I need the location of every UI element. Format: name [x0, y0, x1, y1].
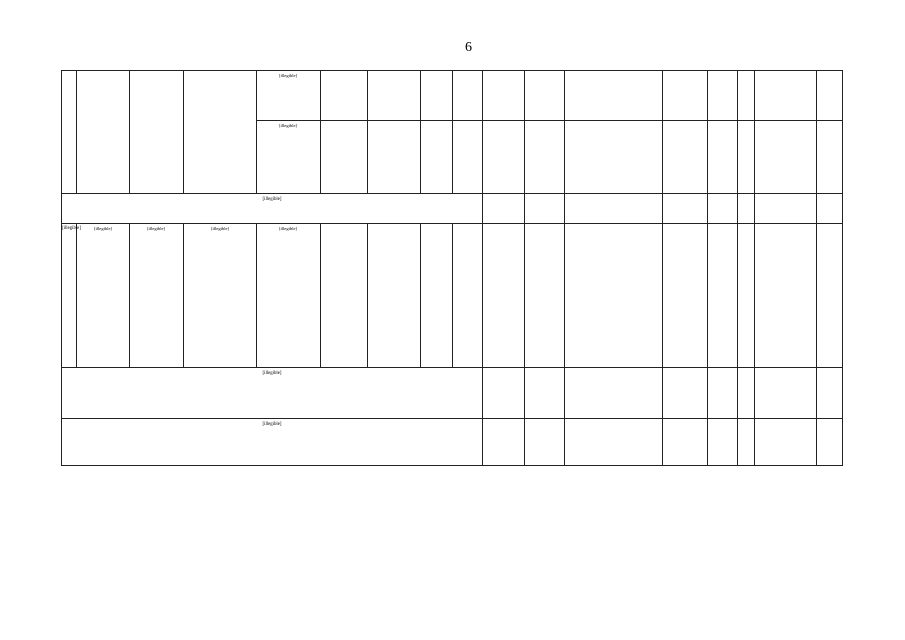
page-number: 6	[465, 40, 472, 55]
object-cell: [illegible]	[146, 226, 166, 231]
finance-table	[61, 70, 843, 466]
subtotal-label-2: [illegible]	[262, 371, 282, 376]
grand-total-label: [illegible]	[262, 422, 282, 427]
project-cell: [illegible]	[210, 226, 230, 231]
row-number: [illegible]	[62, 226, 81, 231]
subtotal-label: [illegible]	[262, 197, 282, 202]
settlement-cell: [illegible]	[93, 226, 113, 231]
measure-cell: [illegible]	[278, 226, 298, 231]
sub-item-1: [illegible]	[278, 73, 298, 78]
sub-item-2: [illegible]	[278, 123, 298, 128]
